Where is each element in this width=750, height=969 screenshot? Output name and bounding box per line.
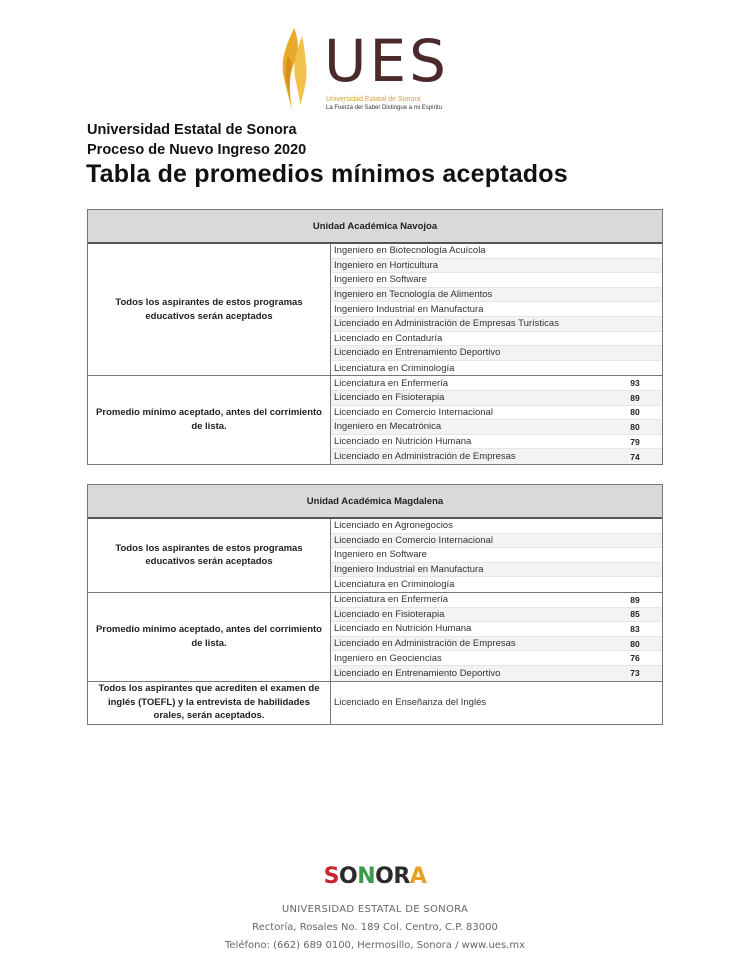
program-row bbox=[331, 302, 662, 317]
program-name: Ingeniero en Horticultura bbox=[334, 259, 439, 271]
section-all-accepted bbox=[88, 519, 662, 593]
program-name: Licenciado en Fisioterapia bbox=[334, 608, 445, 620]
program-score: 80 bbox=[630, 421, 640, 432]
program-name: Licenciatura en Enfermería bbox=[334, 377, 449, 389]
program-name: Licenciado en Entrenamiento Deportivo bbox=[334, 667, 501, 679]
page-title: Tabla de promedios mínimos aceptados bbox=[86, 160, 568, 188]
program-score: 89 bbox=[630, 594, 640, 605]
program-list bbox=[331, 244, 662, 375]
program-name: Licenciado en Comercio Internacional bbox=[334, 534, 493, 546]
program-name: Licenciatura en Enfermería bbox=[334, 594, 449, 606]
program-score: 93 bbox=[630, 378, 640, 389]
program-row bbox=[331, 534, 662, 549]
program-name: Licenciado en Administración de Empresas bbox=[334, 451, 516, 463]
program-name: Licenciado en Administración de Empresas Turísticas bbox=[334, 318, 559, 330]
program-name: Licenciado en Contaduría bbox=[334, 332, 443, 344]
program-name: Ingeniero en Biotecnología Acuícola bbox=[334, 245, 486, 257]
program-row bbox=[331, 420, 662, 435]
program-score: 73 bbox=[630, 668, 640, 679]
program-row bbox=[331, 332, 662, 347]
program-row bbox=[331, 519, 662, 534]
program-row bbox=[331, 259, 662, 274]
program-row bbox=[331, 346, 662, 361]
program-row bbox=[331, 317, 662, 332]
section-label: Todos los aspirantes que acrediten el examen de inglés (TOEFL) y la entrevista de habilidades orales, serán aceptados. bbox=[88, 682, 331, 724]
section-minimum-average bbox=[88, 593, 662, 682]
program-name: Licenciado en Administración de Empresas bbox=[334, 638, 516, 650]
program-row bbox=[331, 391, 662, 406]
logo-text: UES bbox=[324, 27, 449, 95]
ues-logo bbox=[278, 24, 468, 116]
unit-header: Unidad Académica Magdalena bbox=[88, 485, 662, 519]
program-score: 89 bbox=[630, 392, 640, 403]
program-name: Licenciatura en Criminología bbox=[334, 362, 455, 374]
program-name: Ingeniero en Tecnología de Alimentos bbox=[334, 289, 493, 301]
program-list bbox=[331, 519, 662, 592]
program-score: 80 bbox=[630, 407, 640, 418]
section-all-accepted bbox=[88, 244, 662, 376]
logo-tagline: La Fuerza del Saber Distingue a mi Espíritu bbox=[326, 105, 443, 111]
sonora-logo: SONORA bbox=[323, 864, 427, 889]
logo-subtitle: Universidad Estatal de Sonora bbox=[326, 96, 421, 103]
flame-icon bbox=[278, 26, 312, 112]
program-row bbox=[331, 593, 662, 608]
program-name: Ingeniero en Software bbox=[334, 274, 427, 286]
program-row bbox=[331, 449, 662, 464]
program-score: 79 bbox=[630, 436, 640, 447]
program-score: 74 bbox=[630, 451, 640, 462]
program-row bbox=[331, 682, 662, 724]
program-row bbox=[331, 406, 662, 421]
unit-table-navojoa bbox=[87, 209, 663, 465]
program-name: Licenciado en Nutrición Humana bbox=[334, 623, 472, 635]
university-name: Universidad Estatal de Sonora bbox=[87, 122, 297, 138]
program-row bbox=[331, 435, 662, 450]
program-list bbox=[331, 376, 662, 464]
program-row bbox=[331, 637, 662, 652]
program-row bbox=[331, 651, 662, 666]
program-score: 83 bbox=[630, 623, 640, 634]
program-name: Ingeniero Industrial en Manufactura bbox=[334, 303, 484, 315]
program-row bbox=[331, 608, 662, 623]
program-name: Licenciado en Fisioterapia bbox=[334, 392, 445, 404]
program-row bbox=[331, 563, 662, 578]
program-name: Ingeniero en Geociencias bbox=[334, 652, 442, 664]
program-score: 85 bbox=[630, 609, 640, 620]
program-row bbox=[331, 273, 662, 288]
footer-address: Rectoría, Rosales No. 189 Col. Centro, C.P. 83000 bbox=[252, 922, 498, 933]
program-name: Licenciado en Entrenamiento Deportivo bbox=[334, 347, 501, 359]
program-score: 76 bbox=[630, 653, 640, 664]
process-name: Proceso de Nuevo Ingreso 2020 bbox=[87, 142, 307, 158]
program-name: Licenciado en Agronegocios bbox=[334, 520, 453, 532]
unit-table-magdalena bbox=[87, 484, 663, 725]
unit-header: Unidad Académica Navojoa bbox=[88, 210, 662, 244]
program-row bbox=[331, 577, 662, 592]
section-label: Todos los aspirantes de estos programas educativos serán aceptados bbox=[88, 244, 331, 375]
program-row bbox=[331, 622, 662, 637]
program-name: Ingeniero en Mecatrónica bbox=[334, 421, 442, 433]
program-score: 80 bbox=[630, 638, 640, 649]
section-label: Todos los aspirantes de estos programas educativos serán aceptados bbox=[88, 519, 331, 592]
section-toefl bbox=[88, 682, 662, 724]
program-name: Ingeniero en Software bbox=[334, 549, 427, 561]
footer-university: UNIVERSIDAD ESTATAL DE SONORA bbox=[281, 904, 469, 915]
program-row bbox=[331, 244, 662, 259]
program-name: Licenciado en Comercio Internacional bbox=[334, 406, 493, 418]
program-name: Licenciado en Enseñanza del Inglés bbox=[334, 697, 487, 709]
section-label: Promedio mínimo aceptado, antes del corrimiento de lista. bbox=[88, 376, 331, 464]
program-row bbox=[331, 376, 662, 391]
program-row bbox=[331, 666, 662, 681]
program-list bbox=[331, 593, 662, 681]
section-label: Promedio mínimo aceptado, antes del corrimiento de lista. bbox=[88, 593, 331, 681]
program-row bbox=[331, 548, 662, 563]
program-name: Licenciado en Nutrición Humana bbox=[334, 436, 472, 448]
program-row bbox=[331, 361, 662, 376]
footer-contact: Teléfono: (662) 689 0100, Hermosillo, Sonora / www.ues.mx bbox=[225, 940, 525, 951]
program-row bbox=[331, 288, 662, 303]
program-name: Licenciatura en Criminología bbox=[334, 579, 455, 591]
section-minimum-average bbox=[88, 376, 662, 464]
program-name: Ingeniero Industrial en Manufactura bbox=[334, 564, 484, 576]
